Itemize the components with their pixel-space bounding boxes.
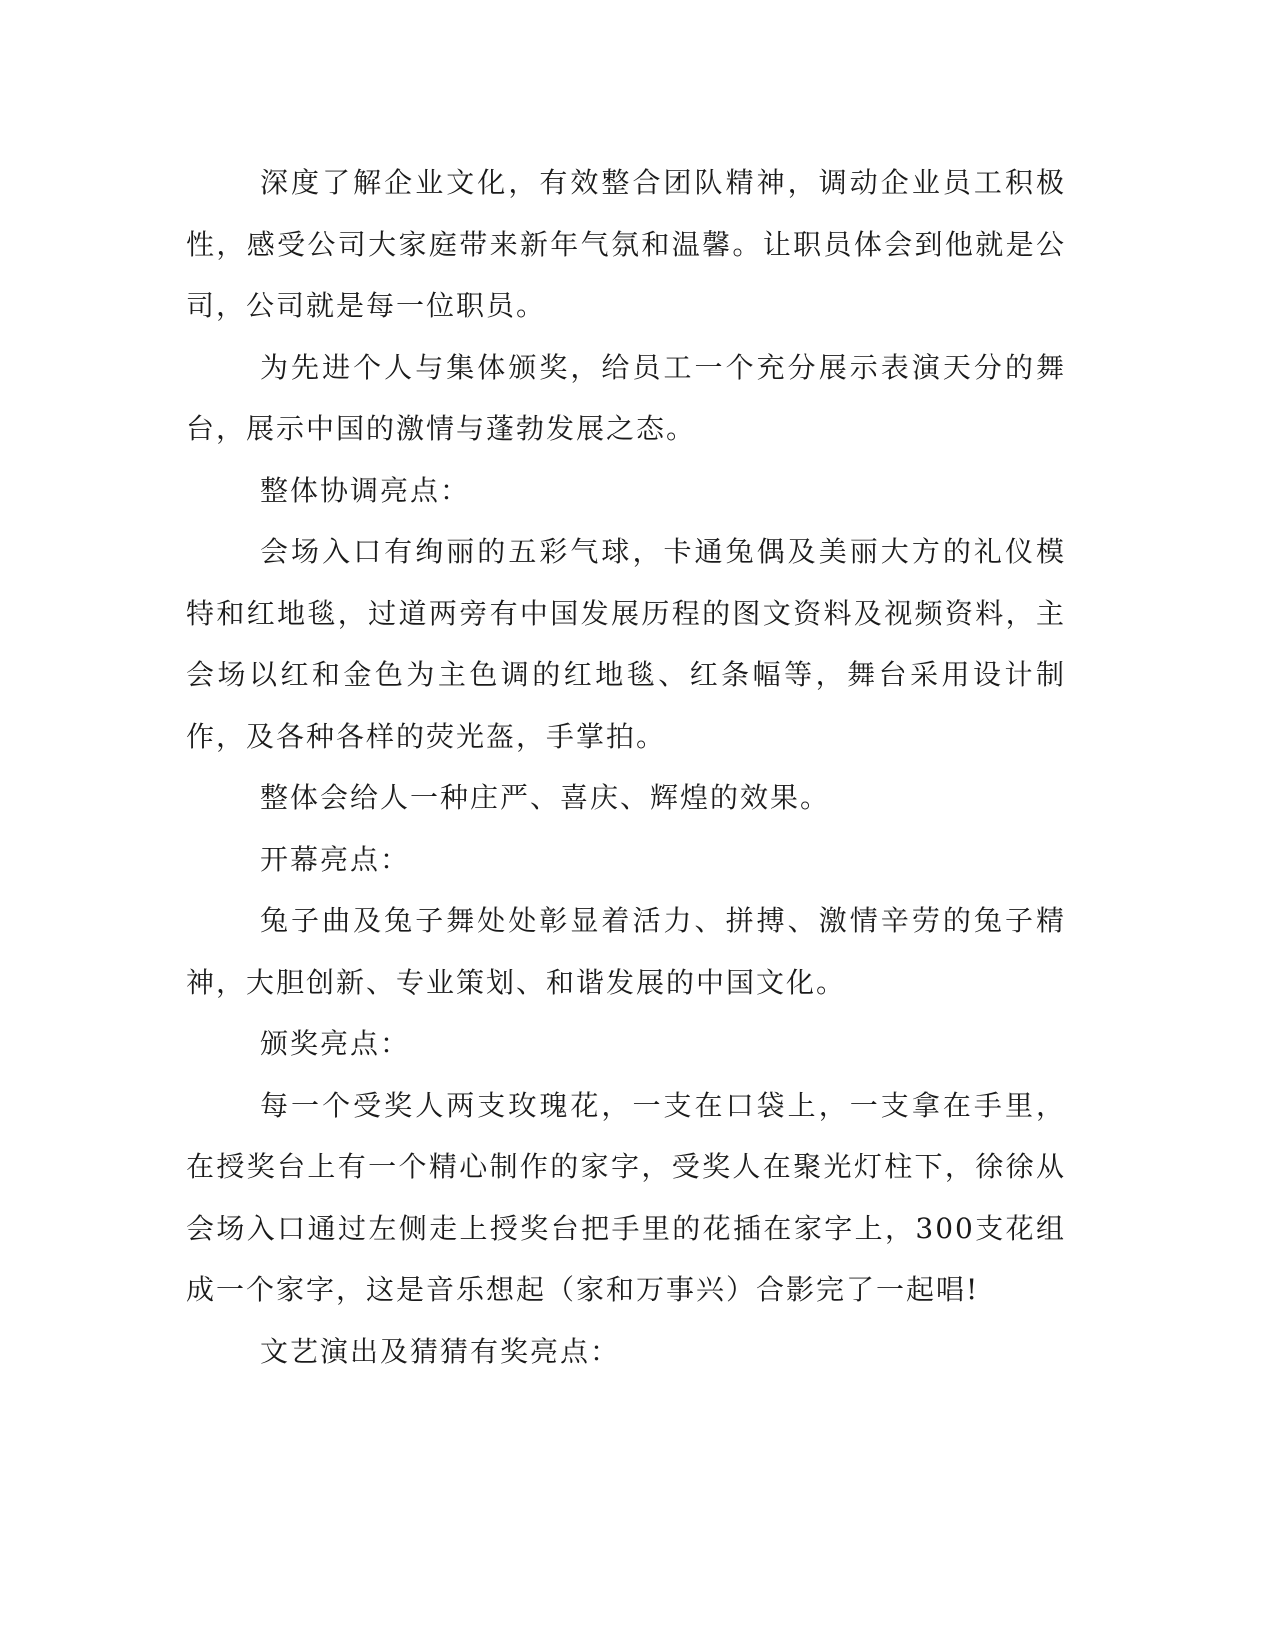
heading-performance-highlights: 文艺演出及猜猜有奖亮点：	[260, 1334, 621, 1368]
paragraph-venue-decoration: 会场入口有绚丽的五彩气球，卡通兔偶及美丽大方的礼仪模特和红地毯，过道两旁有中国发展历程的图文资料及视频资料，主会场以红和金色为主色调的红地毯、红条幅等，舞台采用设计制作，及各种各样的荧光盔，手掌拍。	[186, 535, 1066, 753]
paragraph-overall-effect: 整体会给人一种庄严、喜庆、辉煌的效果。	[260, 781, 831, 814]
heading-award-highlights: 颁奖亮点：	[260, 1027, 411, 1060]
heading-overall-highlights: 整体协调亮点：	[260, 473, 471, 507]
paragraph-opening-dance: 兔子曲及兔子舞处处彰显着活力、拼搏、激情辛劳的兔子精神，大胆创新、专业策划、和谐发展的中国文化。	[186, 904, 1066, 999]
document-body	[186, 152, 1066, 1382]
heading-opening-highlights: 开幕亮点：	[260, 842, 411, 876]
paragraph-award-ceremony: 每一个受奖人两支玫瑰花，一支在口袋上，一支拿在手里，在授奖台上有一个精心制作的家字，受奖人在聚光灯柱下，徐徐从会场入口通过左侧走上授奖台把手里的花插在家字上，300支花组成一个家字，这是音乐想起（家和万事兴）合影完了一起唱!	[186, 1088, 1066, 1306]
paragraph-awards-stage: 为先进个人与集体颁奖，给员工一个充分展示表演天分的舞台，展示中国的激情与蓬勃发展之态。	[186, 350, 1066, 445]
paragraph-corporate-culture: 深度了解企业文化，有效整合团队精神，调动企业员工积极性，感受公司大家庭带来新年气氛和温馨。让职员体会到他就是公司，公司就是每一位职员。	[186, 166, 1066, 322]
